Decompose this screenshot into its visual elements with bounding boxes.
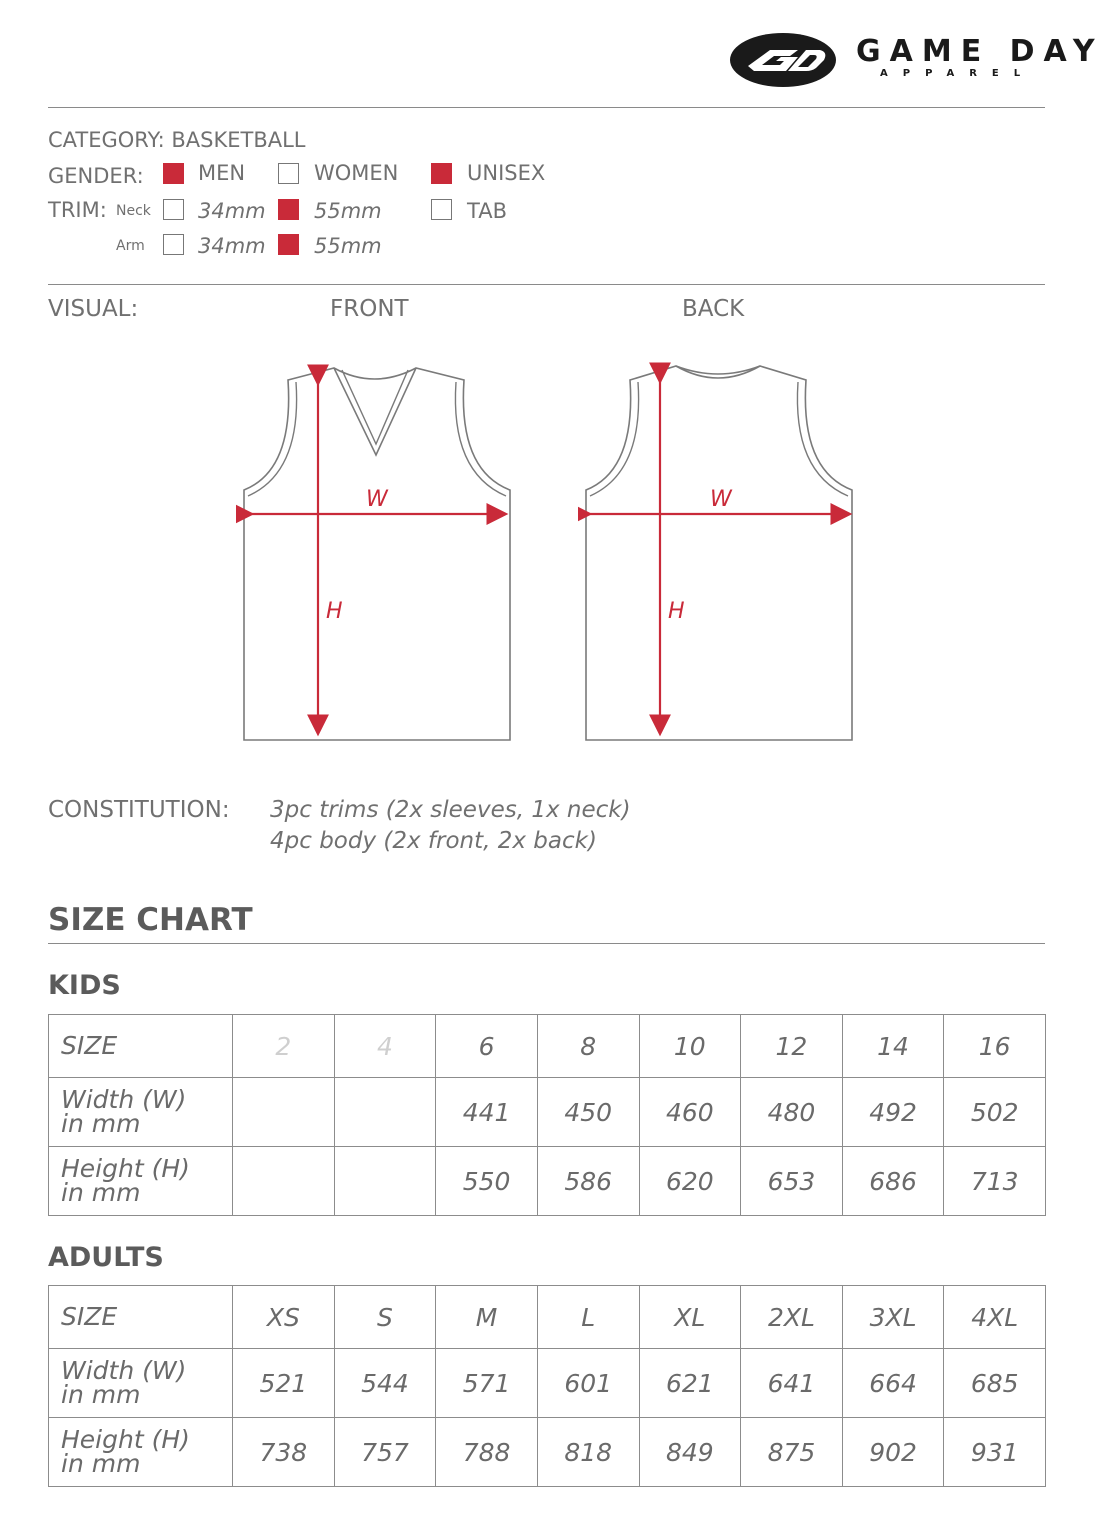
category-label [48,128,306,152]
kids-height-cell: 653 [741,1147,843,1216]
table-row [49,1015,1046,1078]
adults-size-cell: XL [639,1286,741,1349]
back-label: BACK [682,296,745,322]
adults-size-cell: 3XL [842,1286,944,1349]
adults-height-cell: 738 [233,1418,335,1487]
kids-size-cell: 4 [334,1015,436,1078]
kids-width-cell: 492 [842,1078,944,1147]
adults-title: ADULTS [48,1242,164,1273]
adults-height-cell: 931 [944,1418,1046,1487]
kids-width-cell: 450 [537,1078,639,1147]
trim-arm-34-checkbox[interactable] [163,234,184,255]
adults-height-cell: 757 [334,1418,436,1487]
adults-height-cell: 902 [842,1418,944,1487]
adults-height-cell: 788 [436,1418,538,1487]
brand-name: GAME DAY [856,34,1104,69]
kids-width-label-2: in mm [61,1109,141,1138]
adults-width-header [49,1349,233,1418]
kids-size-cell: 10 [639,1015,741,1078]
adults-size-cell: S [334,1286,436,1349]
adults-width-cell: 664 [842,1349,944,1418]
trim-arm-34-label: 34mm [198,234,266,258]
kids-size-cell: 8 [537,1015,639,1078]
kids-size-cell: 2 [233,1015,335,1078]
header-rule [48,107,1045,108]
kids-width-cell: 460 [639,1078,741,1147]
trim-arm-label: Arm [116,238,145,254]
kids-size-cell: 16 [944,1015,1046,1078]
category-label-text: CATEGORY: [48,128,165,152]
trim-neck-34-label: 34mm [198,199,266,223]
table-row [49,1349,1046,1418]
kids-size-table [48,1014,1046,1216]
front-height-marker: H [326,599,343,624]
adults-size-cell: XS [233,1286,335,1349]
adults-width-label-1: Width (W) [61,1356,187,1385]
gender-unisex-label: UNISEX [467,161,546,185]
adults-width-cell: 641 [741,1349,843,1418]
kids-height-cell [233,1147,335,1216]
trim-label: TRIM: [48,198,107,222]
kids-size-cell: 12 [741,1015,843,1078]
adults-size-cell: 4XL [944,1286,1046,1349]
kids-height-label-1: Height (H) [61,1154,190,1183]
adults-size-cell: 2XL [741,1286,843,1349]
back-jersey-outline [586,366,852,740]
kids-height-cell: 586 [537,1147,639,1216]
kids-size-cell: 6 [436,1015,538,1078]
adults-width-cell: 601 [537,1349,639,1418]
table-row [49,1418,1046,1487]
kids-height-cell: 620 [639,1147,741,1216]
kids-width-cell [334,1078,436,1147]
kids-size-cell: 14 [842,1015,944,1078]
trim-neck-55-label: 55mm [314,199,382,223]
trim-neck-label: Neck [116,203,151,219]
kids-height-cell: 686 [842,1147,944,1216]
trim-arm-55-checkbox[interactable] [278,234,299,255]
kids-width-header [49,1078,233,1147]
adults-size-header: SIZE [49,1286,233,1349]
front-label: FRONT [330,296,409,322]
adults-size-cell: M [436,1286,538,1349]
section-rule [48,284,1045,285]
back-jersey-diagram [578,360,860,750]
adults-width-label-2: in mm [61,1380,141,1409]
visual-label: VISUAL: [48,296,139,322]
adults-width-cell: 544 [334,1349,436,1418]
adults-width-cell: 571 [436,1349,538,1418]
kids-height-header [49,1147,233,1216]
kids-height-cell: 713 [944,1147,1046,1216]
trim-tab-checkbox[interactable] [431,199,452,220]
adults-height-header [49,1418,233,1487]
adults-height-cell: 875 [741,1418,843,1487]
adults-width-cell: 685 [944,1349,1046,1418]
kids-width-cell: 502 [944,1078,1046,1147]
kids-width-cell: 441 [436,1078,538,1147]
kids-height-cell [334,1147,436,1216]
kids-title: KIDS [48,970,121,1001]
back-height-marker: H [668,599,685,624]
gender-label: GENDER: [48,164,144,188]
gender-women-label: WOMEN [314,161,399,185]
adults-height-cell: 849 [639,1418,741,1487]
kids-width-cell: 480 [741,1078,843,1147]
trim-arm-55-label: 55mm [314,234,382,258]
adults-height-cell: 818 [537,1418,639,1487]
kids-height-cell: 550 [436,1147,538,1216]
front-jersey-diagram [236,360,518,750]
kids-width-cell [233,1078,335,1147]
constitution-line-1: 3pc trims (2x sleeves, 1x neck) [270,797,631,823]
brand-logo-icon [728,30,838,90]
gender-women-checkbox[interactable] [278,163,299,184]
front-width-marker: W [366,487,388,512]
gender-unisex-checkbox[interactable] [431,163,452,184]
gender-men-checkbox[interactable] [163,163,184,184]
kids-width-label-1: Width (W) [61,1085,187,1114]
kids-size-header: SIZE [49,1015,233,1078]
adults-width-cell: 521 [233,1349,335,1418]
adults-size-cell: L [537,1286,639,1349]
size-chart-rule [48,943,1045,944]
table-row [49,1286,1046,1349]
constitution-label: CONSTITUTION: [48,797,230,823]
front-jersey-outline [244,368,510,740]
adults-height-label-1: Height (H) [61,1425,190,1454]
trim-neck-34-checkbox[interactable] [163,199,184,220]
trim-neck-55-checkbox[interactable] [278,199,299,220]
constitution-line-2: 4pc body (2x front, 2x back) [270,828,597,854]
adults-height-label-2: in mm [61,1449,141,1478]
adults-size-table [48,1285,1046,1487]
kids-height-label-2: in mm [61,1178,141,1207]
adults-width-cell: 621 [639,1349,741,1418]
brand-subtitle: APPAREL [880,68,1036,79]
size-chart-title: SIZE CHART [48,902,253,938]
table-row [49,1078,1046,1147]
category-value: BASKETBALL [171,128,306,152]
trim-tab-label: TAB [467,199,507,223]
gender-men-label: MEN [198,161,246,185]
back-width-marker: W [710,487,732,512]
table-row [49,1147,1046,1216]
